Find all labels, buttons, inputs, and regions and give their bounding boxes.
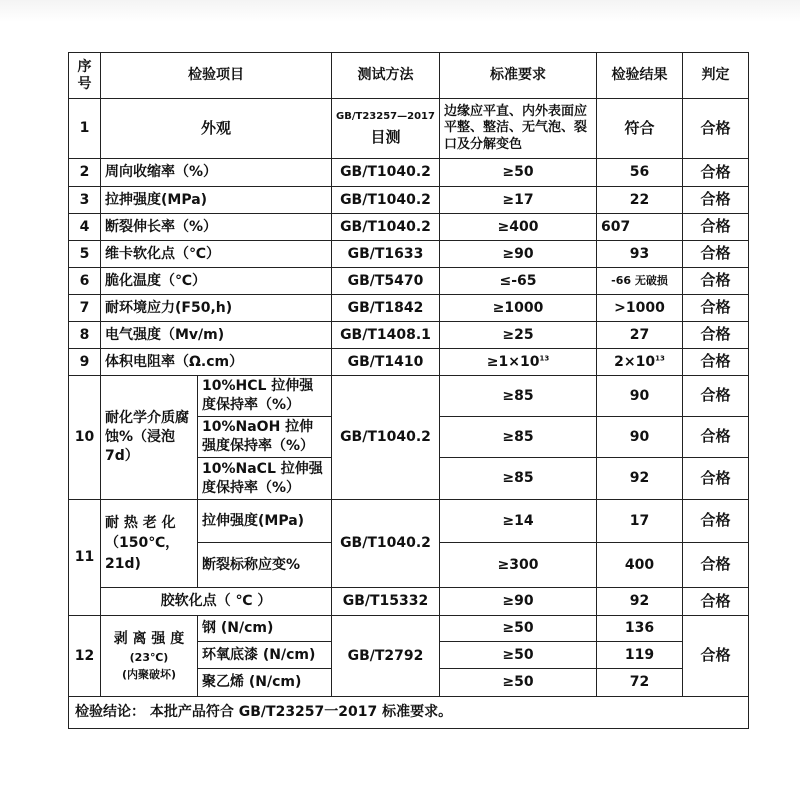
row-item: 断裂伸长率（%）	[101, 214, 332, 241]
row-method: GB/T1040.2	[332, 187, 440, 214]
row-result: 607	[597, 214, 683, 241]
row-no: 1	[69, 99, 101, 159]
row-requirement	[440, 349, 597, 376]
table-row	[69, 214, 749, 241]
row-item: 耐化学介质腐蚀%（浸泡 7d）	[101, 376, 198, 500]
row-no: 9	[69, 349, 101, 376]
row-verdict: 合格	[683, 295, 749, 322]
row-result	[597, 349, 683, 376]
sub-item-label: 断裂标称应变%	[198, 543, 332, 588]
inspection-table	[68, 52, 749, 729]
row-method: GB/T1633	[332, 241, 440, 268]
row-verdict: 合格	[683, 616, 749, 697]
row-verdict: 合格	[683, 458, 749, 500]
row-no: 4	[69, 214, 101, 241]
row-result: 27	[597, 322, 683, 349]
header-item: 检验项目	[101, 53, 332, 99]
table-row	[69, 187, 749, 214]
sub-item-label: 10%NaCL 拉伸强度保持率（%）	[198, 458, 332, 500]
row-method: GB/T2792	[332, 616, 440, 697]
row-item: 维卡软化点（℃）	[101, 241, 332, 268]
item-line: (23℃)	[129, 651, 169, 664]
row-method: GB/T5470	[332, 268, 440, 295]
row-method: GB/T1040.2	[332, 376, 440, 500]
row-requirement: ≥1000	[440, 295, 597, 322]
row-verdict: 合格	[683, 376, 749, 417]
item-line: 剥 离 强 度	[113, 631, 185, 647]
item-line: (内聚破坏)	[121, 667, 177, 681]
table-row	[69, 159, 749, 187]
row-verdict: 合格	[683, 159, 749, 187]
requirement-value: ≥1×10	[486, 353, 540, 370]
table-row	[69, 588, 749, 616]
row-verdict: 合格	[683, 322, 749, 349]
table-row	[69, 99, 749, 159]
row-verdict: 合格	[683, 500, 749, 543]
row-no: 3	[69, 187, 101, 214]
row-result: -66 无破损	[597, 268, 683, 295]
row-requirement: ≥50	[440, 616, 597, 642]
row-method: GB/T1842	[332, 295, 440, 322]
row-method	[332, 99, 440, 159]
row-method: GB/T15332	[332, 588, 440, 616]
row-requirement: ≥400	[440, 214, 597, 241]
row-result: >1000	[597, 295, 683, 322]
header-method: 测试方法	[332, 53, 440, 99]
row-no: 5	[69, 241, 101, 268]
table-row	[69, 500, 749, 543]
row-no: 10	[69, 376, 101, 500]
result-exponent: 13	[655, 354, 665, 363]
row-requirement: ≥50	[440, 669, 597, 697]
row-no: 8	[69, 322, 101, 349]
row-requirement: ≥17	[440, 187, 597, 214]
table-row	[69, 268, 749, 295]
row-requirement: ≥85	[440, 376, 597, 417]
row-requirement: ≥90	[440, 241, 597, 268]
sub-item-label: 10%NaOH 拉伸强度保持率（%）	[198, 417, 332, 458]
row-verdict: 合格	[683, 349, 749, 376]
row-requirement: ≥50	[440, 642, 597, 669]
row-result: 400	[597, 543, 683, 588]
table-row	[69, 376, 749, 417]
row-requirement: ≥85	[440, 458, 597, 500]
row-verdict: 合格	[683, 241, 749, 268]
requirement-exponent: 13	[539, 354, 550, 363]
method-standard: GB/T23257—2017	[336, 111, 435, 123]
row-no: 7	[69, 295, 101, 322]
row-result: 92	[597, 458, 683, 500]
table-row	[69, 241, 749, 268]
header-verdict: 判定	[683, 53, 749, 99]
row-item: 拉抻强度(MPa)	[101, 187, 332, 214]
header-result: 检验结果	[597, 53, 683, 99]
table-row	[69, 349, 749, 376]
row-requirement: ≥300	[440, 543, 597, 588]
row-result: 符合	[597, 99, 683, 159]
row-requirement: ≥14	[440, 500, 597, 543]
row-no: 6	[69, 268, 101, 295]
row-requirement: 边缘应平直、内外表面应平整、整洁、无气泡、裂口及分解变色	[440, 99, 597, 159]
row-requirement: ≥25	[440, 322, 597, 349]
row-verdict: 合格	[683, 417, 749, 458]
row-method: GB/T1040.2	[332, 159, 440, 187]
row-result: 90	[597, 376, 683, 417]
sub-item-label: 钢 (N/cm)	[198, 616, 332, 642]
row-result: 22	[597, 187, 683, 214]
row-method: GB/T1040.2	[332, 500, 440, 588]
row-item: 脆化温度（℃）	[101, 268, 332, 295]
row-method: GB/T1410	[332, 349, 440, 376]
sub-item-label: 10%HCL 拉伸强度保持率（%）	[198, 376, 332, 417]
row-result: 119	[597, 642, 683, 669]
row-item: 体积电阻率（Ω.cm）	[101, 349, 332, 376]
table-row	[69, 322, 749, 349]
row-requirement: ≥50	[440, 159, 597, 187]
table-row	[69, 616, 749, 642]
row-result: 136	[597, 616, 683, 642]
row-verdict: 合格	[683, 187, 749, 214]
row-result: 72	[597, 669, 683, 697]
row-item: 耐环境应力(F50,h)	[101, 295, 332, 322]
row-result: 17	[597, 500, 683, 543]
row-item	[101, 616, 198, 697]
row-method: GB/T1040.2	[332, 214, 440, 241]
row-result: 93	[597, 241, 683, 268]
row-verdict: 合格	[683, 99, 749, 159]
sub-item-label: 聚乙烯 (N/cm)	[198, 669, 332, 697]
method-visual: 目测	[370, 127, 401, 146]
row-item: 外观	[101, 99, 332, 159]
row-item: 胶软化点（ ℃ ）	[101, 588, 332, 616]
header-requirement: 标准要求	[440, 53, 597, 99]
row-verdict: 合格	[683, 588, 749, 616]
row-method: GB/T1408.1	[332, 322, 440, 349]
row-item: 耐 热 老 化（150℃，21d)	[101, 500, 198, 588]
conclusion-text: 检验结论： 本批产品符合 GB/T23257一2017 标准要求。	[69, 697, 749, 729]
row-item: 周向收缩率（%）	[101, 159, 332, 187]
row-result: 56	[597, 159, 683, 187]
result-value: 2×10	[614, 353, 656, 370]
header-row	[69, 53, 749, 99]
row-result: 90	[597, 417, 683, 458]
row-item: 电气强度（Mv/m)	[101, 322, 332, 349]
row-result: 92	[597, 588, 683, 616]
row-verdict: 合格	[683, 214, 749, 241]
row-verdict: 合格	[683, 268, 749, 295]
row-no: 12	[69, 616, 101, 697]
sub-item-label: 拉伸强度(MPa)	[198, 500, 332, 543]
sub-item-label: 环氧底漆 (N/cm)	[198, 642, 332, 669]
top-shadow	[0, 0, 800, 22]
row-no: 11	[69, 500, 101, 616]
row-requirement: ≥85	[440, 417, 597, 458]
conclusion-row	[69, 697, 749, 729]
row-verdict: 合格	[683, 543, 749, 588]
row-no: 2	[69, 159, 101, 187]
row-requirement: ≥90	[440, 588, 597, 616]
header-seq: 序号	[69, 53, 101, 99]
row-requirement: ≤-65	[440, 268, 597, 295]
table-row	[69, 295, 749, 322]
